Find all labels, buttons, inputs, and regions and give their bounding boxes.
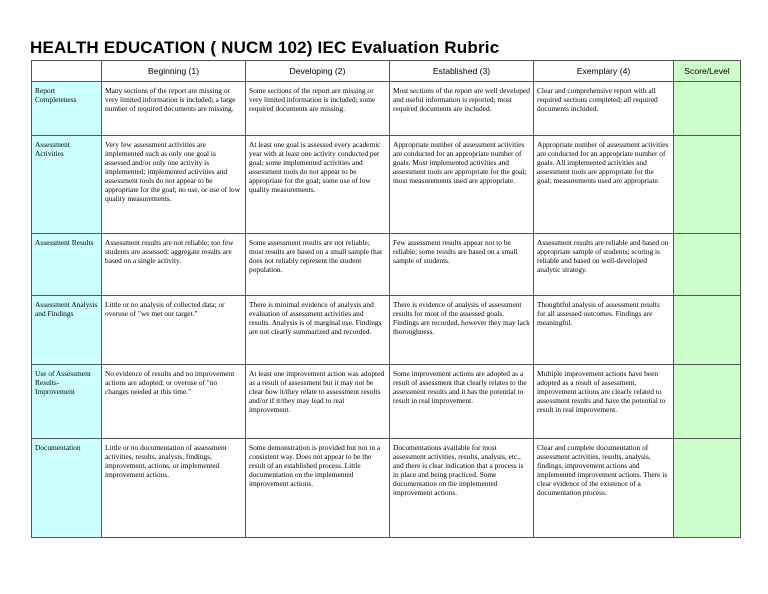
criterion-documentation: Documentation [32, 439, 102, 538]
page-title: HEALTH EDUCATION ( NUCM 102) IEC Evaluation Rubric [30, 38, 500, 57]
header-developing: Developing (2) [246, 61, 390, 82]
cell-developing: At least one improvement action was adopted as a result of assessment but it may not be clear how it/they relate to assessment results and/or if it/they may lead to real improvement. [246, 365, 390, 439]
cell-exemplary: Appropriate number of assessment activities are conducted for an appropriate number of goals. All implemented activities and assessment tools are appropriate for the goal; measurements used are appropriate. [534, 136, 674, 234]
cell-exemplary: Assessment results are reliable and based on appropriate sample of students; scoring is reliable and based on well-developed analytic strategy. [534, 234, 674, 296]
cell-exemplary: Clear and complete documentation of assessment activities, results, analysis, findings, improvement actions and implemented improvement actions. There is clear evidence of the existence of a documentation process. [534, 439, 674, 538]
criterion-assessment-results: Assessment Results [32, 234, 102, 296]
table-row [32, 136, 741, 234]
cell-beginning: No evidence of results and no improvement actions are adopted; or overuse of "no changes needed at this time." [102, 365, 246, 439]
cell-beginning: Little or no analysis of collected data; or overuse of "we met our target." [102, 296, 246, 365]
cell-beginning: Little or no documentation of assessment activities, results, analysis, findings, improvement, actions, or implemented improvement actions. [102, 439, 246, 538]
cell-beginning: Assessment results are not reliable; too few students are assessed; aggregate results are based on a single activity. [102, 234, 246, 296]
cell-developing: Some demonstration is provided but not in a consistent way. Does not appear to be the result of an established process. Little documentation on the implemented improvement actions. [246, 439, 390, 538]
header-score-level: Score/Level [674, 61, 741, 82]
cell-developing: Some assessment results are not reliable; most results are based on a small sample that does not reliably represent the student population. [246, 234, 390, 296]
header-beginning: Beginning (1) [102, 61, 246, 82]
cell-established: Few assessment results appear not to be reliable; some results are based on a small sample of students. [390, 234, 534, 296]
header-exemplary: Exemplary (4) [534, 61, 674, 82]
score-cell[interactable] [674, 365, 741, 439]
score-cell[interactable] [674, 296, 741, 365]
criterion-report-completeness: Report Completeness [32, 82, 102, 136]
cell-established: Most sections of the report are well developed and useful information is reported; most required documents are included. [390, 82, 534, 136]
score-cell[interactable] [674, 82, 741, 136]
cell-established: Documentations available for most assessment activities, results, analysis, etc., and there is clear indication that a process is in place and being practiced. Some documentation on the implemented improvement actions. [390, 439, 534, 538]
cell-established: Some improvement actions are adopted as a result of assessment that clearly relates to the assessment results and it has the potential to result in real improvement. [390, 365, 534, 439]
table-row [32, 82, 741, 136]
header-row [32, 61, 741, 82]
cell-exemplary: Thoughtful analysis of assessment results for all assessed outcomes. Findings are meaningful. [534, 296, 674, 365]
cell-developing: There is minimal evidence of analysis and evaluation of assessment activities and results. Analysis is of marginal use. Findings are not clearly summarized and recorded. [246, 296, 390, 365]
score-cell[interactable] [674, 136, 741, 234]
cell-established: There is evidence of analysis of assessment results for most of the assessed goals. Findings are recorded, however they may lack thoroughness. [390, 296, 534, 365]
table-row [32, 439, 741, 538]
criterion-assessment-activities: Assessment Activities [32, 136, 102, 234]
criterion-assessment-analysis: Assessment Analysis and Findings [32, 296, 102, 365]
table-row [32, 234, 741, 296]
score-cell[interactable] [674, 234, 741, 296]
cell-developing: Some sections of the report are missing or very limited information is included; some required documents are missing. [246, 82, 390, 136]
table-row [32, 365, 741, 439]
cell-exemplary: Clear and comprehensive report with all required sections completed; all required documents included. [534, 82, 674, 136]
score-cell[interactable] [674, 439, 741, 538]
rubric-table [31, 60, 741, 538]
cell-established: Appropriate number of assessment activities are conducted for an appropriate number of goals. Most implemented activities and assessment tools are appropriate for the goal; most measurements used are appropriate. [390, 136, 534, 234]
cell-exemplary: Multiple improvement actions have been adopted as a result of assessment, improvement actions are clearly related to assessment results and have the potential to result in real improvement. [534, 365, 674, 439]
criterion-use-of-results: Use of Assessment Results-Improvement [32, 365, 102, 439]
header-blank-cell [32, 61, 102, 82]
header-established: Established (3) [390, 61, 534, 82]
cell-developing: At least one goal is assessed every academic year with at least one activity conducted per goal; some implemented activities and assessment tools do not appear to be appropriate for the goal; some use of low quality measurements. [246, 136, 390, 234]
cell-beginning: Very few assessment activities are implemented such as only one goal is assessed and/or only one activity is implemented; implemented activities and assessment tools do not appear to be appropriate for the goal; no use, or use of low quality measurements. [102, 136, 246, 234]
table-row [32, 296, 741, 365]
cell-beginning: Many sections of the report are missing or very limited information is included; a large number of required documents are missing. [102, 82, 246, 136]
